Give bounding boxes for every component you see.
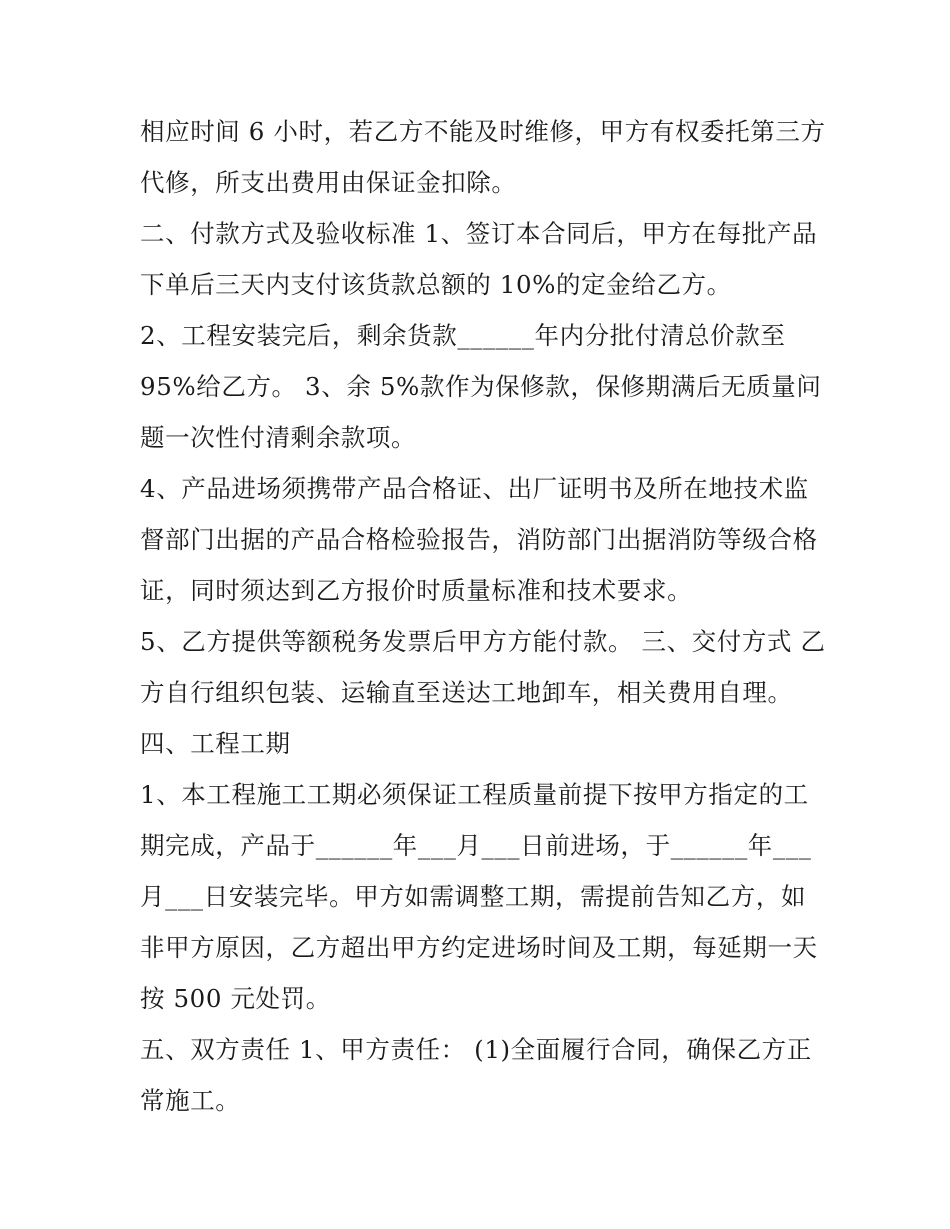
text-line: 督部门出据的产品合格检验报告，消防部门出据消防等级合格 — [140, 525, 818, 554]
text-line: 方自行组织包装、运输直至送达工地卸车，相关费用自理。 — [140, 678, 793, 707]
text-line: 2、工程安装完后，剩余货款______年内分批付清总价款至 — [140, 321, 786, 350]
text-line: 证，同时须达到乙方报价时质量标准和技术要求。 — [140, 576, 693, 605]
text-line: 常施工。 — [140, 1086, 241, 1115]
text-line: 5、乙方提供等额税务发票后甲方方能付款。 三、交付方式 乙 — [140, 627, 826, 656]
text-line: 月___日安装完毕。甲方如需调整工期，需提前告知乙方，如 — [140, 882, 807, 911]
text-line: 4、产品进场须携带产品合格证、出厂证明书及所在地技术监 — [140, 474, 809, 503]
text-line: 题一次性付清剩余款项。 — [140, 423, 417, 452]
text-line: 非甲方原因，乙方超出甲方约定进场时间及工期，每延期一天 — [140, 933, 818, 962]
text-line: 95%给乙方。 3、余 5%款作为保修款，保修期满后无质量问 — [140, 372, 822, 401]
section-heading: 四、工程工期 — [140, 729, 291, 758]
text-line: 按 500 元处罚。 — [140, 984, 331, 1013]
text-line: 五、双方责任 1、甲方责任： (1)全面履行合同，确保乙方正 — [140, 1035, 812, 1064]
text-line: 下单后三天内支付该货款总额的 10%的定金给乙方。 — [140, 270, 732, 299]
document-body — [140, 106, 826, 1126]
text-line: 相应时间 6 小时，若乙方不能及时维修，甲方有权委托第三方 — [140, 117, 826, 146]
text-line: 期完成，产品于______年___月___日前进场，于______年___ — [140, 831, 812, 860]
text-line: 二、付款方式及验收标准 1、签订本合同后，甲方在每批产品 — [140, 219, 818, 248]
text-line: 1、本工程施工工期必须保证工程质量前提下按甲方指定的工 — [140, 780, 809, 809]
text-line: 代修，所支出费用由保证金扣除。 — [140, 168, 517, 197]
